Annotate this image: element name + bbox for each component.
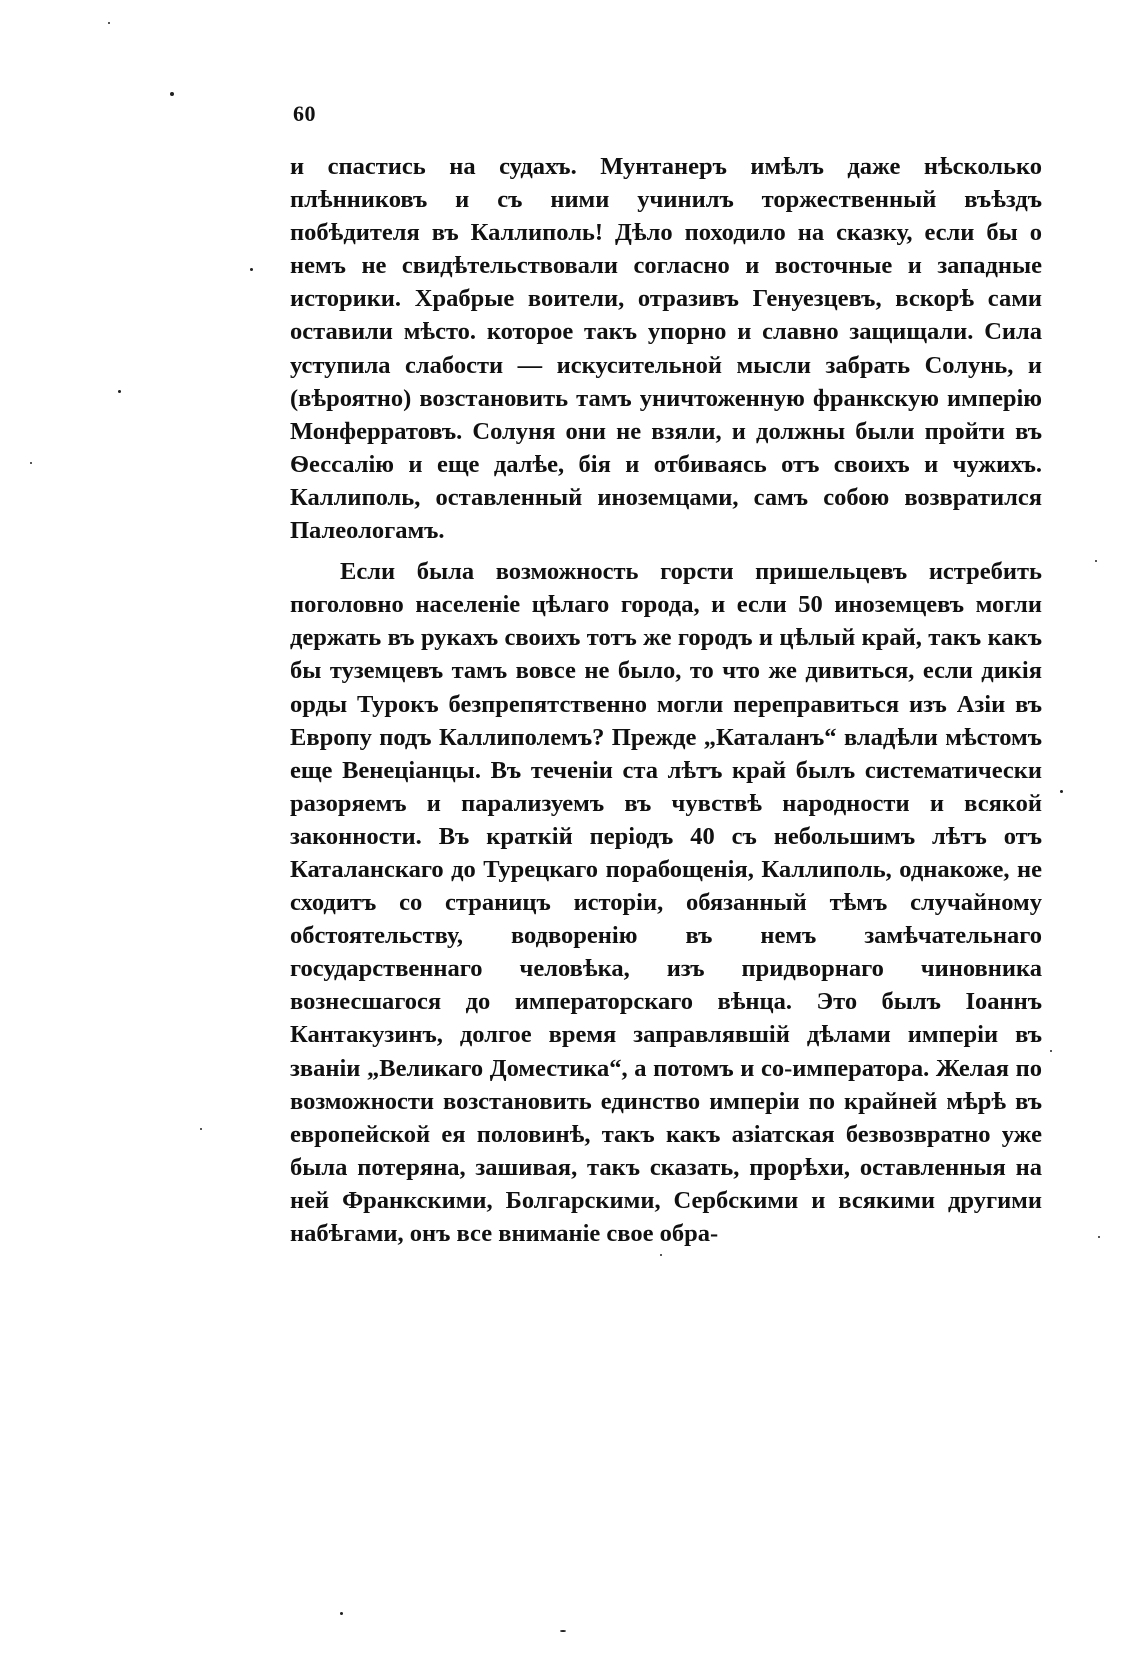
scan-speck xyxy=(660,1254,662,1256)
scan-speck xyxy=(170,92,174,96)
scan-speck xyxy=(1060,790,1063,793)
paragraph-2: Если была возможность горсти пришельцевъ истребить поголовно населеніе цѣлаго города, и если 50 иноземцевъ могли держать въ рукахъ своихъ тотъ же городъ и цѣлый край, такъ какъ бы туземцевъ тамъ вовсе не было, то что же дивиться, если дикія орды Турокъ безпрепятственно могли переправиться изъ Азіи въ Европу подъ Каллиполемъ? Прежде „Каталанъ“ владѣли мѣстомъ еще Венеціанцы. Въ теченіи ста лѣтъ край былъ систематически разоряемъ и парализуемъ въ чувствѣ народности и всякой законности. Въ краткій періодъ 40 съ небольшимъ лѣтъ отъ Каталанскаго до Турецкаго порабощенія, Каллиполь, однакоже, не сходитъ со страницъ исторіи, обязанный тѣмъ случайному обстоятельству, водворенію въ немъ замѣчательнаго государственнаго человѣка, изъ придворнаго чиновника вознесшагося до императорскаго вѣнца. Это былъ Іоаннъ Кантакузинъ, долгое время заправлявшій дѣлами имперіи въ званіи „Великаго Доместика“, а потомъ и со-императора. Желая по возможности возстановить единство имперіи по крайней мѣрѣ въ европейской ея половинѣ, такъ какъ азіатская безвозвратно уже была потеряна, зашивая, такъ сказать, прорѣхи, оставленныя на ней Франкскими, Болгарскими, Сербскими и всякими другими набѣгами, онъ все вниманіе свое обра- xyxy=(290,558,1042,1247)
page-number: 60 xyxy=(293,101,316,126)
scan-speck xyxy=(118,390,121,393)
scan-speck xyxy=(30,462,32,464)
scan-speck xyxy=(200,1128,202,1130)
scan-speck xyxy=(1050,1050,1052,1052)
body-text xyxy=(290,150,1042,1250)
paragraph-1: и спастись на судахъ. Мунтанеръ имѣлъ даже нѣсколько плѣнниковъ и съ ними учинилъ торжественный въѣздъ побѣдителя въ Каллиполь! Дѣло походило на сказку, если бы о немъ не свидѣтельствовали согласно и восточные и западные историки. Храбрые воители, отразивъ Генуезцевъ, вскорѣ сами оставили мѣсто. которое такъ упорно и славно защищали. Сила уступила слабости — искусительной мысли забрать Солунь, и (вѣроятно) возстановить тамъ уничтоженную франкскую имперію Монферратовъ. Солуня они не взяли, и должны были пройти въ Ѳессалію и еще далѣе, бія и отбиваясь отъ своихъ и чужихъ. Каллиполь, оставленный иноземцами, самъ собою возвратился Палеологамъ. xyxy=(290,153,1042,545)
scan-speck xyxy=(1095,560,1097,562)
scan-speck xyxy=(560,1630,566,1632)
scan-speck xyxy=(340,1612,343,1615)
scan-speck xyxy=(1098,1236,1100,1238)
scan-speck xyxy=(250,268,253,271)
scan-speck xyxy=(108,22,110,24)
